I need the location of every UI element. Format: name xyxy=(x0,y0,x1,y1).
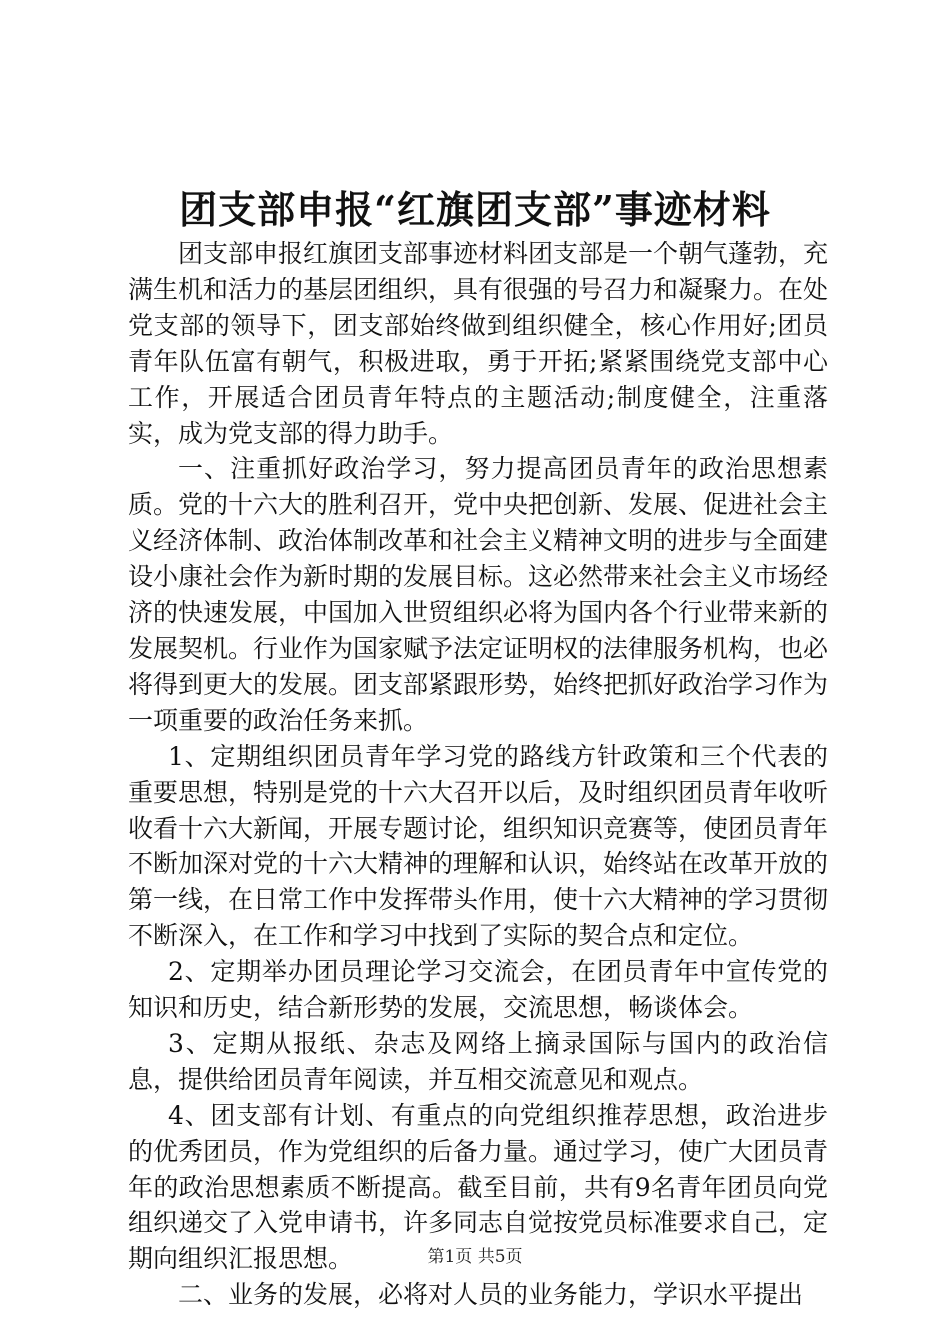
paragraph-intro: 团支部申报红旗团支部事迹材料团支部是一个朝气蓬勃，充满生机和活力的基层团组织，具有很强的号召力和凝聚力。在处党支部的领导下，团支部始终做到组织健全，核心作用好;团员青年队伍富有朝气，积极进取，勇于开拓;紧紧围绕党支部中心工作，开展适合团员青年特点的主题活动;制度健全，注重落实，成为党支部的得力助手。 xyxy=(128,239,829,448)
page-footer: 第1页 共5页 xyxy=(427,1247,523,1267)
document-body xyxy=(128,236,828,1313)
paragraph-item-1: 1、定期组织团员青年学习党的路线方针政策和三个代表的重要思想，特别是党的十六大召开以后，及时组织团员青年收听收看十六大新闻，开展专题讨论，组织知识竞赛等，使团员青年不断加深对党的十六大精神的理解和认识，始终站在改革开放的第一线，在日常工作中发挥带头作用，使十六大精神的学习贯彻不断深入，在工作和学习中找到了实际的契合点和定位。 xyxy=(128,741,829,951)
paragraph-item-4: 4、团支部有计划、有重点的向党组织推荐思想，政治进步的优秀团员，作为党组织的后备力量。通过学习，使广大团员青年的政治思想素质不断提高。截至目前，共有9名青年团员向党组织递交了入党申请书，许多同志自觉按党员标准要求自己，定期向组织汇报思想。 xyxy=(128,1100,829,1274)
paragraph-section-two: 二、业务的发展，必将对人员的业务能力，学识水平提出 xyxy=(178,1280,804,1310)
paragraph-item-3: 3、定期从报纸、杂志及网络上摘录国际与国内的政治信息，提供给团员青年阅读，并互相交流意见和观点。 xyxy=(128,1028,828,1094)
document-title: 团支部申报“红旗团支部”事迹材料 xyxy=(179,187,771,232)
paragraph-section-one: 一、注重抓好政治学习，努力提高团员青年的政治思想素质。党的十六大的胜利召开，党中央把创新、发展、促进社会主义经济体制、政治体制改革和社会主义精神文明的进步与全面建设小康社会作为新时期的发展目标。这必然带来社会主义市场经济的快速发展，中国加入世贸组织必将为国内各个行业带来新的发展契机。行业作为国家赋予法定证明权的法律服务机构，也必将得到更大的发展。团支部紧跟形势，始终把抓好政治学习作为一项重要的政治任务来抓。 xyxy=(128,454,829,735)
paragraph-item-2: 2、定期举办团员理论学习交流会，在团员青年中宣传党的知识和历史，结合新形势的发展，交流思想，畅谈体会。 xyxy=(128,957,828,1023)
